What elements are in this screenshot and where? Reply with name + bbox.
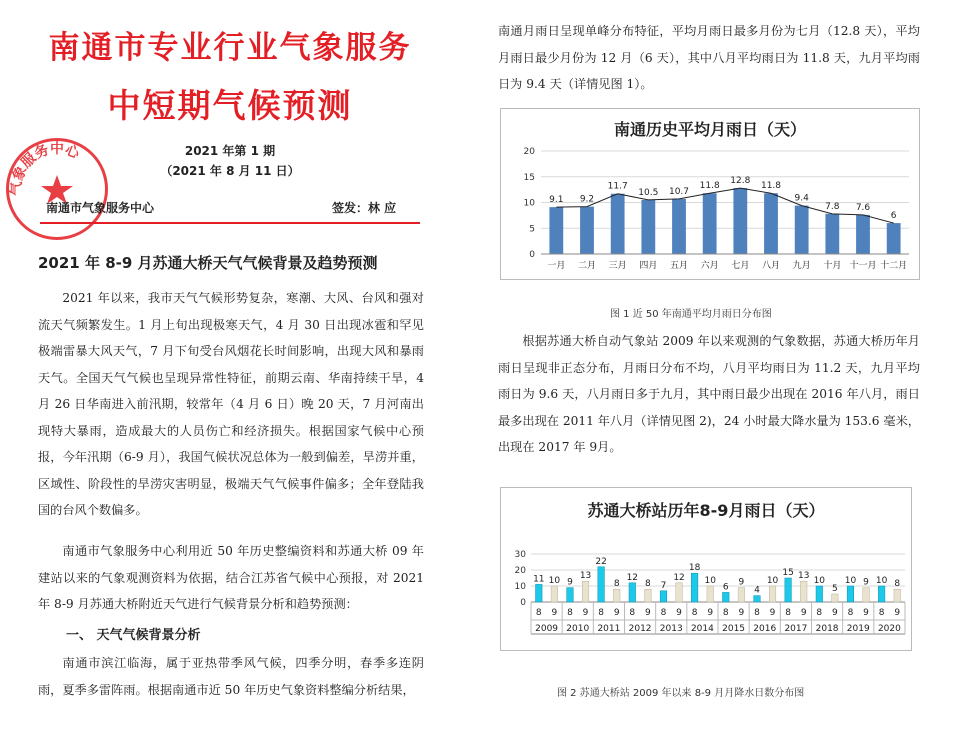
bar xyxy=(660,591,667,602)
data-label: 9 xyxy=(863,577,869,588)
data-label: 12.8 xyxy=(730,176,751,187)
data-label: 8 xyxy=(645,579,651,590)
bar xyxy=(672,199,686,254)
paragraph-1: 2021 年以来，我市天气气候形势复杂，寒潮、大风、台风和强对流天气频繁发生。1 月上旬出现极寒天气，4 月 30 日出现冰雹和罕见极端雷暴大风天气，7 月下旬受台风烟花长时间影响，出现大风和暴雨天气。全国天气气候也呈现异常性特征，前期云南、华南持续干旱，4 月 26 日华南进入前汛期，较常年（4 月 6 日）晚 20 天，7 月河南出现特大暴雨，造成最大的人员伤亡和经济损失。根据国家气候中心预报，今年汛期（6-9 月），我国气候状况总体为一般到偏差，旱涝并重，区域性、阶段性的旱涝灾害明显，极端天气气候事件偏多；全年登陆我国的台风个数偏多。 xyxy=(38,291,424,517)
month-label: 9 xyxy=(863,608,869,618)
month-label: 9 xyxy=(769,608,776,618)
y-tick-label: 10 xyxy=(523,198,535,209)
data-label: 7.6 xyxy=(855,202,871,213)
data-label: 6 xyxy=(890,211,897,222)
y-tick-label: 15 xyxy=(523,172,535,183)
data-label: 11 xyxy=(533,574,545,585)
month-label: 9 xyxy=(894,608,901,618)
figure-2-caption: 图 2 苏通大桥站 2009 年以来 8-9 月月降水日数分布图 xyxy=(557,688,805,699)
section-heading-1: 一、 天气气候背景分析 xyxy=(66,628,201,643)
y-tick-label: 20 xyxy=(523,147,535,157)
data-label: 12 xyxy=(673,572,685,583)
data-label: 11.8 xyxy=(760,181,782,192)
data-label: 10 xyxy=(875,576,888,586)
year-label: 2012 xyxy=(628,624,652,634)
bar xyxy=(582,581,589,602)
data-label: 10 xyxy=(548,576,561,586)
data-label: 9 xyxy=(567,577,573,588)
data-label: 7.8 xyxy=(825,201,840,212)
bar xyxy=(878,586,885,602)
bar xyxy=(645,589,652,602)
bar xyxy=(769,586,776,602)
data-label: 9.1 xyxy=(549,195,564,206)
figure-1-caption: 图 1 近 50 年南通平均月雨日分布图 xyxy=(610,309,772,320)
month-label: 9 xyxy=(551,608,558,618)
title-line-1: 南通市专业行业气象服务 xyxy=(48,30,412,66)
data-label: 10.7 xyxy=(668,186,690,197)
y-tick-label: 0 xyxy=(520,598,526,608)
year-label: 2020 xyxy=(877,624,901,634)
data-label: 8 xyxy=(894,579,901,590)
x-tick-label: 六月 xyxy=(700,261,719,271)
data-label: 6 xyxy=(722,582,729,593)
year-label: 2018 xyxy=(815,624,839,634)
bar xyxy=(613,589,620,602)
bar xyxy=(894,589,901,602)
bar xyxy=(887,223,901,254)
bar xyxy=(598,567,605,602)
data-label: 9 xyxy=(738,577,745,588)
chart-2-plot xyxy=(501,488,911,650)
bar xyxy=(629,583,636,602)
month-label: 8 xyxy=(754,608,760,618)
x-tick-label: 三月 xyxy=(608,261,627,271)
bar xyxy=(611,194,625,254)
chart-1-title: 南通历史平均月雨日（天） xyxy=(613,120,806,139)
bar xyxy=(856,215,870,254)
chart-1-plot xyxy=(501,109,919,279)
bar xyxy=(764,193,778,254)
issue-date: （2021 年 8 月 11 日） xyxy=(160,164,300,178)
bar xyxy=(733,188,747,254)
bar xyxy=(641,200,655,254)
x-tick-label: 五月 xyxy=(669,261,689,271)
x-tick-label: 四月 xyxy=(639,261,658,271)
bar xyxy=(863,588,870,602)
data-label: 10 xyxy=(813,576,826,586)
data-label: 7 xyxy=(660,580,667,591)
bar xyxy=(536,584,543,602)
bar xyxy=(703,193,717,254)
year-label: 2019 xyxy=(846,624,870,634)
data-label: 8 xyxy=(613,579,620,590)
paragraph-3: 南通市滨江临海，属于亚热带季风气候，四季分明，春季多连阴雨，夏季多雷阵雨。根据南通市近 50 年历史气象资料整编分析结果， xyxy=(38,656,424,697)
data-label: 22 xyxy=(595,556,607,567)
bar xyxy=(754,596,761,602)
month-label: 9 xyxy=(676,608,682,618)
svg-text:气象服务中心: 气象服务中心 xyxy=(9,141,82,196)
year-label: 2011 xyxy=(597,624,621,634)
header-divider xyxy=(40,222,420,224)
x-tick-label: 九月 xyxy=(792,261,811,271)
bar xyxy=(832,594,839,602)
data-label: 4 xyxy=(754,585,760,596)
year-label: 2010 xyxy=(566,624,590,634)
year-label: 2009 xyxy=(535,624,559,634)
y-tick-label: 30 xyxy=(514,550,526,560)
signer: 签发：林 应 xyxy=(332,201,397,215)
y-tick-label: 10 xyxy=(514,582,526,592)
bar xyxy=(691,573,698,602)
month-label: 9 xyxy=(645,608,651,618)
month-label: 8 xyxy=(629,608,636,618)
year-label: 2013 xyxy=(659,624,683,634)
month-label: 9 xyxy=(707,608,714,618)
bar xyxy=(707,586,714,602)
data-label: 5 xyxy=(832,584,838,594)
x-tick-label: 八月 xyxy=(761,261,781,271)
year-label: 2016 xyxy=(753,624,777,634)
data-label: 13 xyxy=(797,571,810,582)
month-label: 9 xyxy=(832,608,838,618)
article-heading: 2021 年 8-9 月苏通大桥天气气候背景及趋势预测 xyxy=(38,254,378,272)
month-label: 9 xyxy=(800,608,807,618)
data-label: 12 xyxy=(626,572,639,583)
data-label: 10.5 xyxy=(638,187,659,198)
bar xyxy=(795,206,809,254)
x-tick-label: 一月 xyxy=(547,261,566,271)
month-label: 8 xyxy=(660,608,667,618)
data-label: 10 xyxy=(844,576,857,586)
data-label: 13 xyxy=(579,571,592,582)
bar xyxy=(676,583,683,602)
year-label: 2014 xyxy=(690,624,714,634)
x-tick-label: 十月 xyxy=(823,261,842,271)
x-tick-label: 十二月 xyxy=(880,261,908,271)
bar xyxy=(723,592,730,602)
bar xyxy=(551,586,558,602)
data-label: 11.8 xyxy=(699,181,720,192)
paragraph-5: 根据苏通大桥自动气象站 2009 年以来观测的气象数据，苏通大桥历年月雨日呈现非正态分布，月雨日分布不均，八月平均雨日为 11.2 天，九月平均雨日为 9.6 天，八月雨日多于九月，其中雨日最少出现在 2016 年八月，雨日最多出现在 2011 年八月（详情见图 2)，24 小时最大降水量为 153.6 毫米，出现在 2017 年 9月。 xyxy=(498,334,920,454)
month-label: 8 xyxy=(598,608,604,618)
data-label: 10 xyxy=(766,576,779,586)
data-label: 9.4 xyxy=(794,193,809,204)
bar xyxy=(816,586,823,602)
y-tick-label: 0 xyxy=(529,250,535,260)
month-label: 8 xyxy=(878,608,885,618)
bar xyxy=(847,586,854,602)
bar xyxy=(785,578,792,602)
trend-line xyxy=(556,188,893,223)
y-tick-label: 5 xyxy=(529,224,535,235)
x-tick-label: 十一月 xyxy=(849,261,877,271)
issue-number: 2021 年第 1 期 xyxy=(184,144,276,158)
month-label: 8 xyxy=(785,608,791,618)
issuer: 南通市气象服务中心 xyxy=(46,201,155,215)
data-label: 18 xyxy=(688,563,701,574)
paragraph-4: 南通月雨日呈现单峰分布特征，平均月雨日最多月份为七月（12.8 天），平均月雨日最少月份为 12 月（6 天），其中八月平均雨日为 11.8 天，九月平均雨日为 9.4 天（详情见图 1）。 xyxy=(498,24,920,91)
chart-2 xyxy=(500,487,912,651)
data-label: 10 xyxy=(704,576,716,586)
y-tick-label: 20 xyxy=(514,566,526,576)
month-label: 8 xyxy=(535,608,542,618)
month-label: 8 xyxy=(847,608,854,618)
chart-1 xyxy=(500,108,920,280)
official-seal xyxy=(6,138,108,240)
chart-2-title: 苏通大桥站历年8-9月雨日（天） xyxy=(587,501,825,520)
bar xyxy=(825,214,839,254)
bar xyxy=(800,581,807,602)
month-label: 8 xyxy=(722,608,729,618)
data-label: 15 xyxy=(782,568,794,578)
data-label: 9.2 xyxy=(579,194,595,205)
data-label: 11.7 xyxy=(607,181,628,192)
year-label: 2017 xyxy=(784,624,808,634)
bar xyxy=(738,588,745,602)
bar xyxy=(567,588,574,602)
month-label: 8 xyxy=(691,608,698,618)
month-label: 9 xyxy=(613,608,620,618)
month-label: 8 xyxy=(567,608,573,618)
bar xyxy=(549,207,563,254)
x-tick-label: 二月 xyxy=(577,261,597,271)
month-label: 9 xyxy=(582,608,589,618)
year-label: 2015 xyxy=(722,624,746,634)
x-tick-label: 七月 xyxy=(731,261,750,271)
title-line-2: 中短期气候预测 xyxy=(107,86,353,125)
month-label: 8 xyxy=(816,608,823,618)
paragraph-2: 南通市气象服务中心利用近 50 年历史整编资料和苏通大桥 09 年建站以来的气象观测资料为依据，结合江苏省气候中心预报，对 2021 年 8-9 月苏通大桥附近天气进行气候背景分析和趋势预测： xyxy=(38,544,424,611)
bar xyxy=(580,207,594,254)
month-label: 9 xyxy=(738,608,745,618)
